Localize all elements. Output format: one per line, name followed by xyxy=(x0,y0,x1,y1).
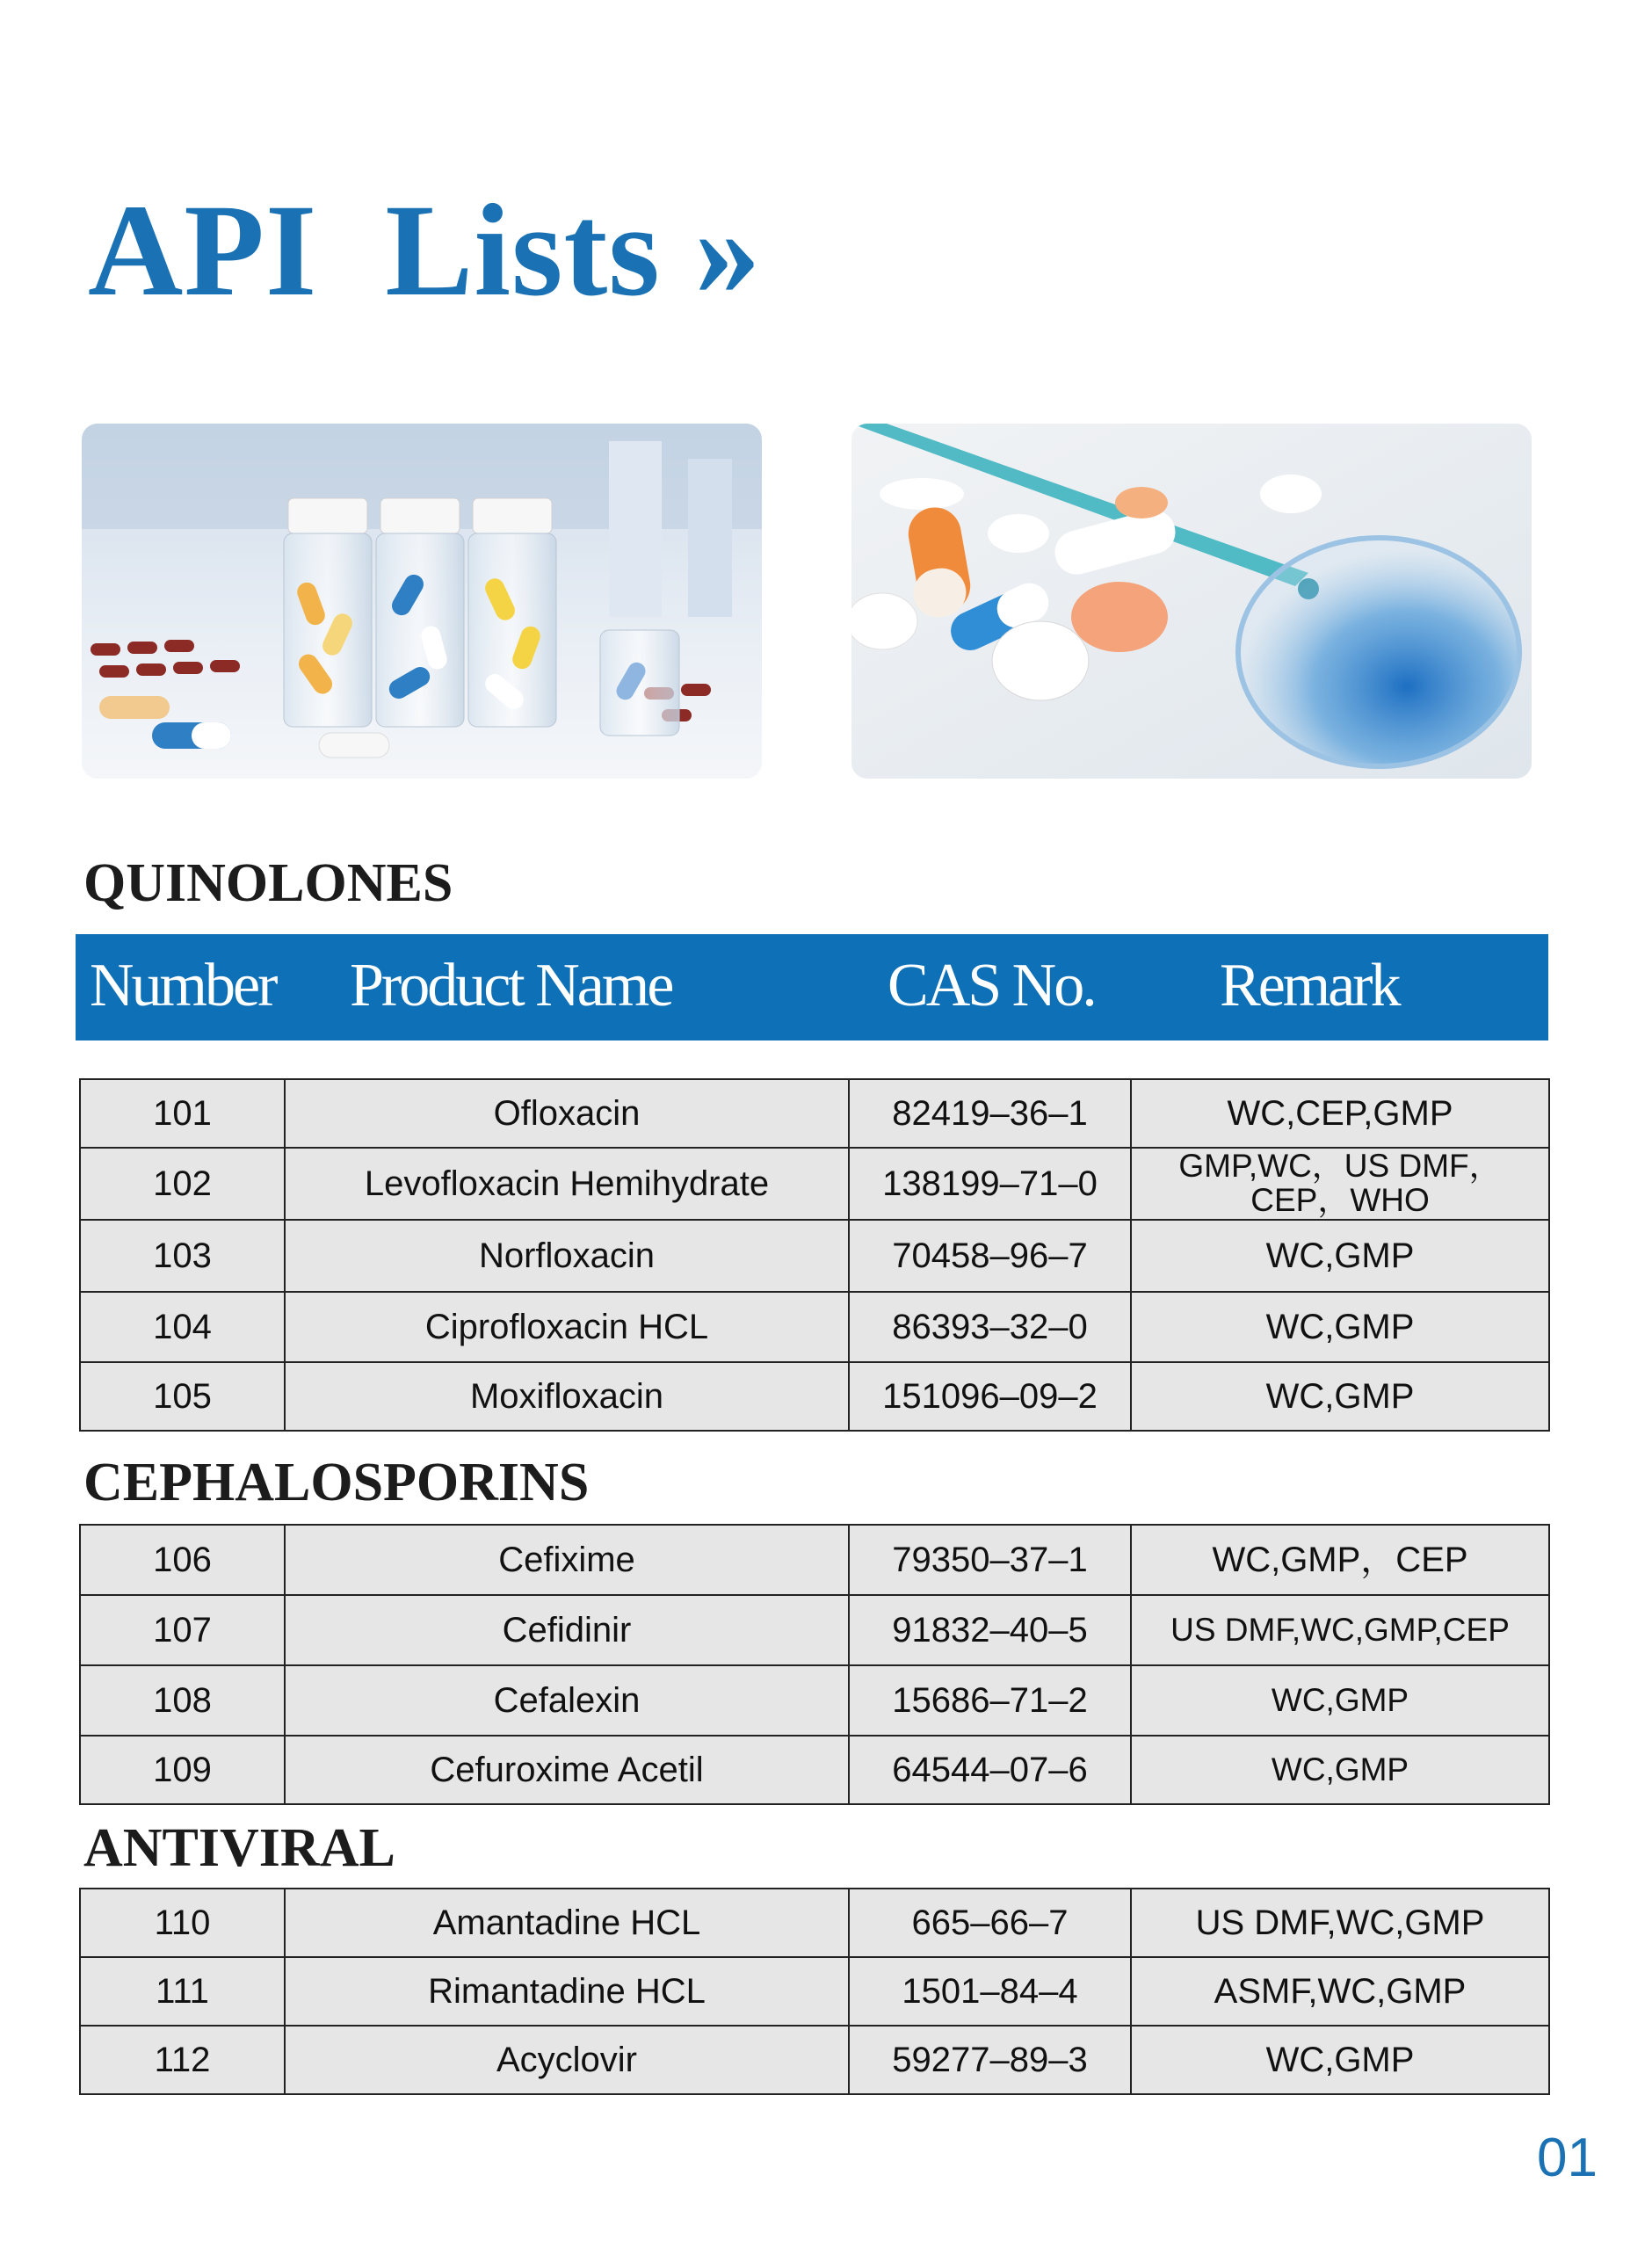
product-name-cell: Norfloxacin xyxy=(285,1220,849,1292)
remark-cell: WC,GMP，CEP xyxy=(1131,1525,1549,1595)
cas-cell: 151096–09–2 xyxy=(849,1362,1131,1431)
remark-cell: GMP,WC，US DMF， CEP，WHO xyxy=(1131,1148,1549,1220)
table-row xyxy=(80,1665,1549,1736)
product-name-cell: Moxifloxacin xyxy=(285,1362,849,1431)
antiviral-table xyxy=(79,1888,1550,2095)
remark-cell: WC,GMP xyxy=(1131,1362,1549,1431)
cas-cell: 86393–32–0 xyxy=(849,1292,1131,1362)
cephalosporins-table xyxy=(79,1524,1550,1805)
cas-cell: 91832–40–5 xyxy=(849,1595,1131,1665)
number-cell: 109 xyxy=(80,1736,285,1804)
product-name-cell: Acyclovir xyxy=(285,2026,849,2094)
pills-pipette-image xyxy=(851,424,1532,779)
table-header-bar xyxy=(76,934,1548,1040)
table-row xyxy=(80,1362,1549,1431)
remark-cell: WC,GMP xyxy=(1131,1736,1549,1804)
remark-cell: ASMF,WC,GMP xyxy=(1131,1957,1549,2026)
product-name-cell: Cefuroxime Acetil xyxy=(285,1736,849,1804)
quinolones-table xyxy=(79,1078,1550,1432)
remark-cell: WC,GMP xyxy=(1131,1665,1549,1736)
table-row xyxy=(80,1220,1549,1292)
header-product-name: Product Name xyxy=(350,952,672,1019)
number-cell: 108 xyxy=(80,1665,285,1736)
cas-cell: 82419–36–1 xyxy=(849,1079,1131,1148)
number-cell: 112 xyxy=(80,2026,285,2094)
table-row xyxy=(80,1148,1549,1220)
product-name-cell: Cefixime xyxy=(285,1525,849,1595)
table-row xyxy=(80,1292,1549,1362)
product-name-cell: Rimantadine HCL xyxy=(285,1957,849,2026)
cas-cell: 59277–89–3 xyxy=(849,2026,1131,2094)
number-cell: 110 xyxy=(80,1889,285,1957)
cas-cell: 138199–71–0 xyxy=(849,1148,1131,1220)
number-cell: 105 xyxy=(80,1362,285,1431)
header-remark: Remark xyxy=(1220,952,1399,1019)
section-heading-cephalosporins: CEPHALOSPORINS xyxy=(83,1453,590,1512)
number-cell: 104 xyxy=(80,1292,285,1362)
number-cell: 103 xyxy=(80,1220,285,1292)
cas-cell: 15686–71–2 xyxy=(849,1665,1131,1736)
number-cell: 101 xyxy=(80,1079,285,1148)
cas-cell: 665–66–7 xyxy=(849,1889,1131,1957)
table-row xyxy=(80,1957,1549,2026)
product-name-cell: Ciprofloxacin HCL xyxy=(285,1292,849,1362)
header-number: Number xyxy=(90,952,276,1019)
product-name-cell: Amantadine HCL xyxy=(285,1889,849,1957)
remark-cell: WC,CEP,GMP xyxy=(1131,1079,1549,1148)
number-cell: 106 xyxy=(80,1525,285,1595)
table-row xyxy=(80,1736,1549,1804)
page-number: 01 xyxy=(1537,2128,1598,2188)
cas-cell: 70458–96–7 xyxy=(849,1220,1131,1292)
remark-cell: WC,GMP xyxy=(1131,2026,1549,2094)
remark-cell: WC,GMP xyxy=(1131,1292,1549,1362)
product-name-cell: Levofloxacin Hemihydrate xyxy=(285,1148,849,1220)
page-title: API Lists » xyxy=(88,178,762,323)
number-cell: 111 xyxy=(80,1957,285,2026)
table-row xyxy=(80,2026,1549,2094)
cas-cell: 79350–37–1 xyxy=(849,1525,1131,1595)
section-heading-antiviral: ANTIVIRAL xyxy=(83,1818,395,1878)
table-row xyxy=(80,1595,1549,1665)
table-row xyxy=(80,1889,1549,1957)
header-cas-no: CAS No. xyxy=(888,952,1095,1019)
product-name-cell: Ofloxacin xyxy=(285,1079,849,1148)
medicine-bottles-image xyxy=(82,424,762,779)
section-heading-quinolones: QUINOLONES xyxy=(83,853,453,913)
remark-cell: WC,GMP xyxy=(1131,1220,1549,1292)
number-cell: 107 xyxy=(80,1595,285,1665)
table-row xyxy=(80,1525,1549,1595)
table-row xyxy=(80,1079,1549,1148)
remark-cell: US DMF,WC,GMP xyxy=(1131,1889,1549,1957)
product-name-cell: Cefalexin xyxy=(285,1665,849,1736)
remark-cell: US DMF,WC,GMP,CEP xyxy=(1131,1595,1549,1665)
cas-cell: 1501–84–4 xyxy=(849,1957,1131,2026)
number-cell: 102 xyxy=(80,1148,285,1220)
cas-cell: 64544–07–6 xyxy=(849,1736,1131,1804)
product-name-cell: Cefidinir xyxy=(285,1595,849,1665)
